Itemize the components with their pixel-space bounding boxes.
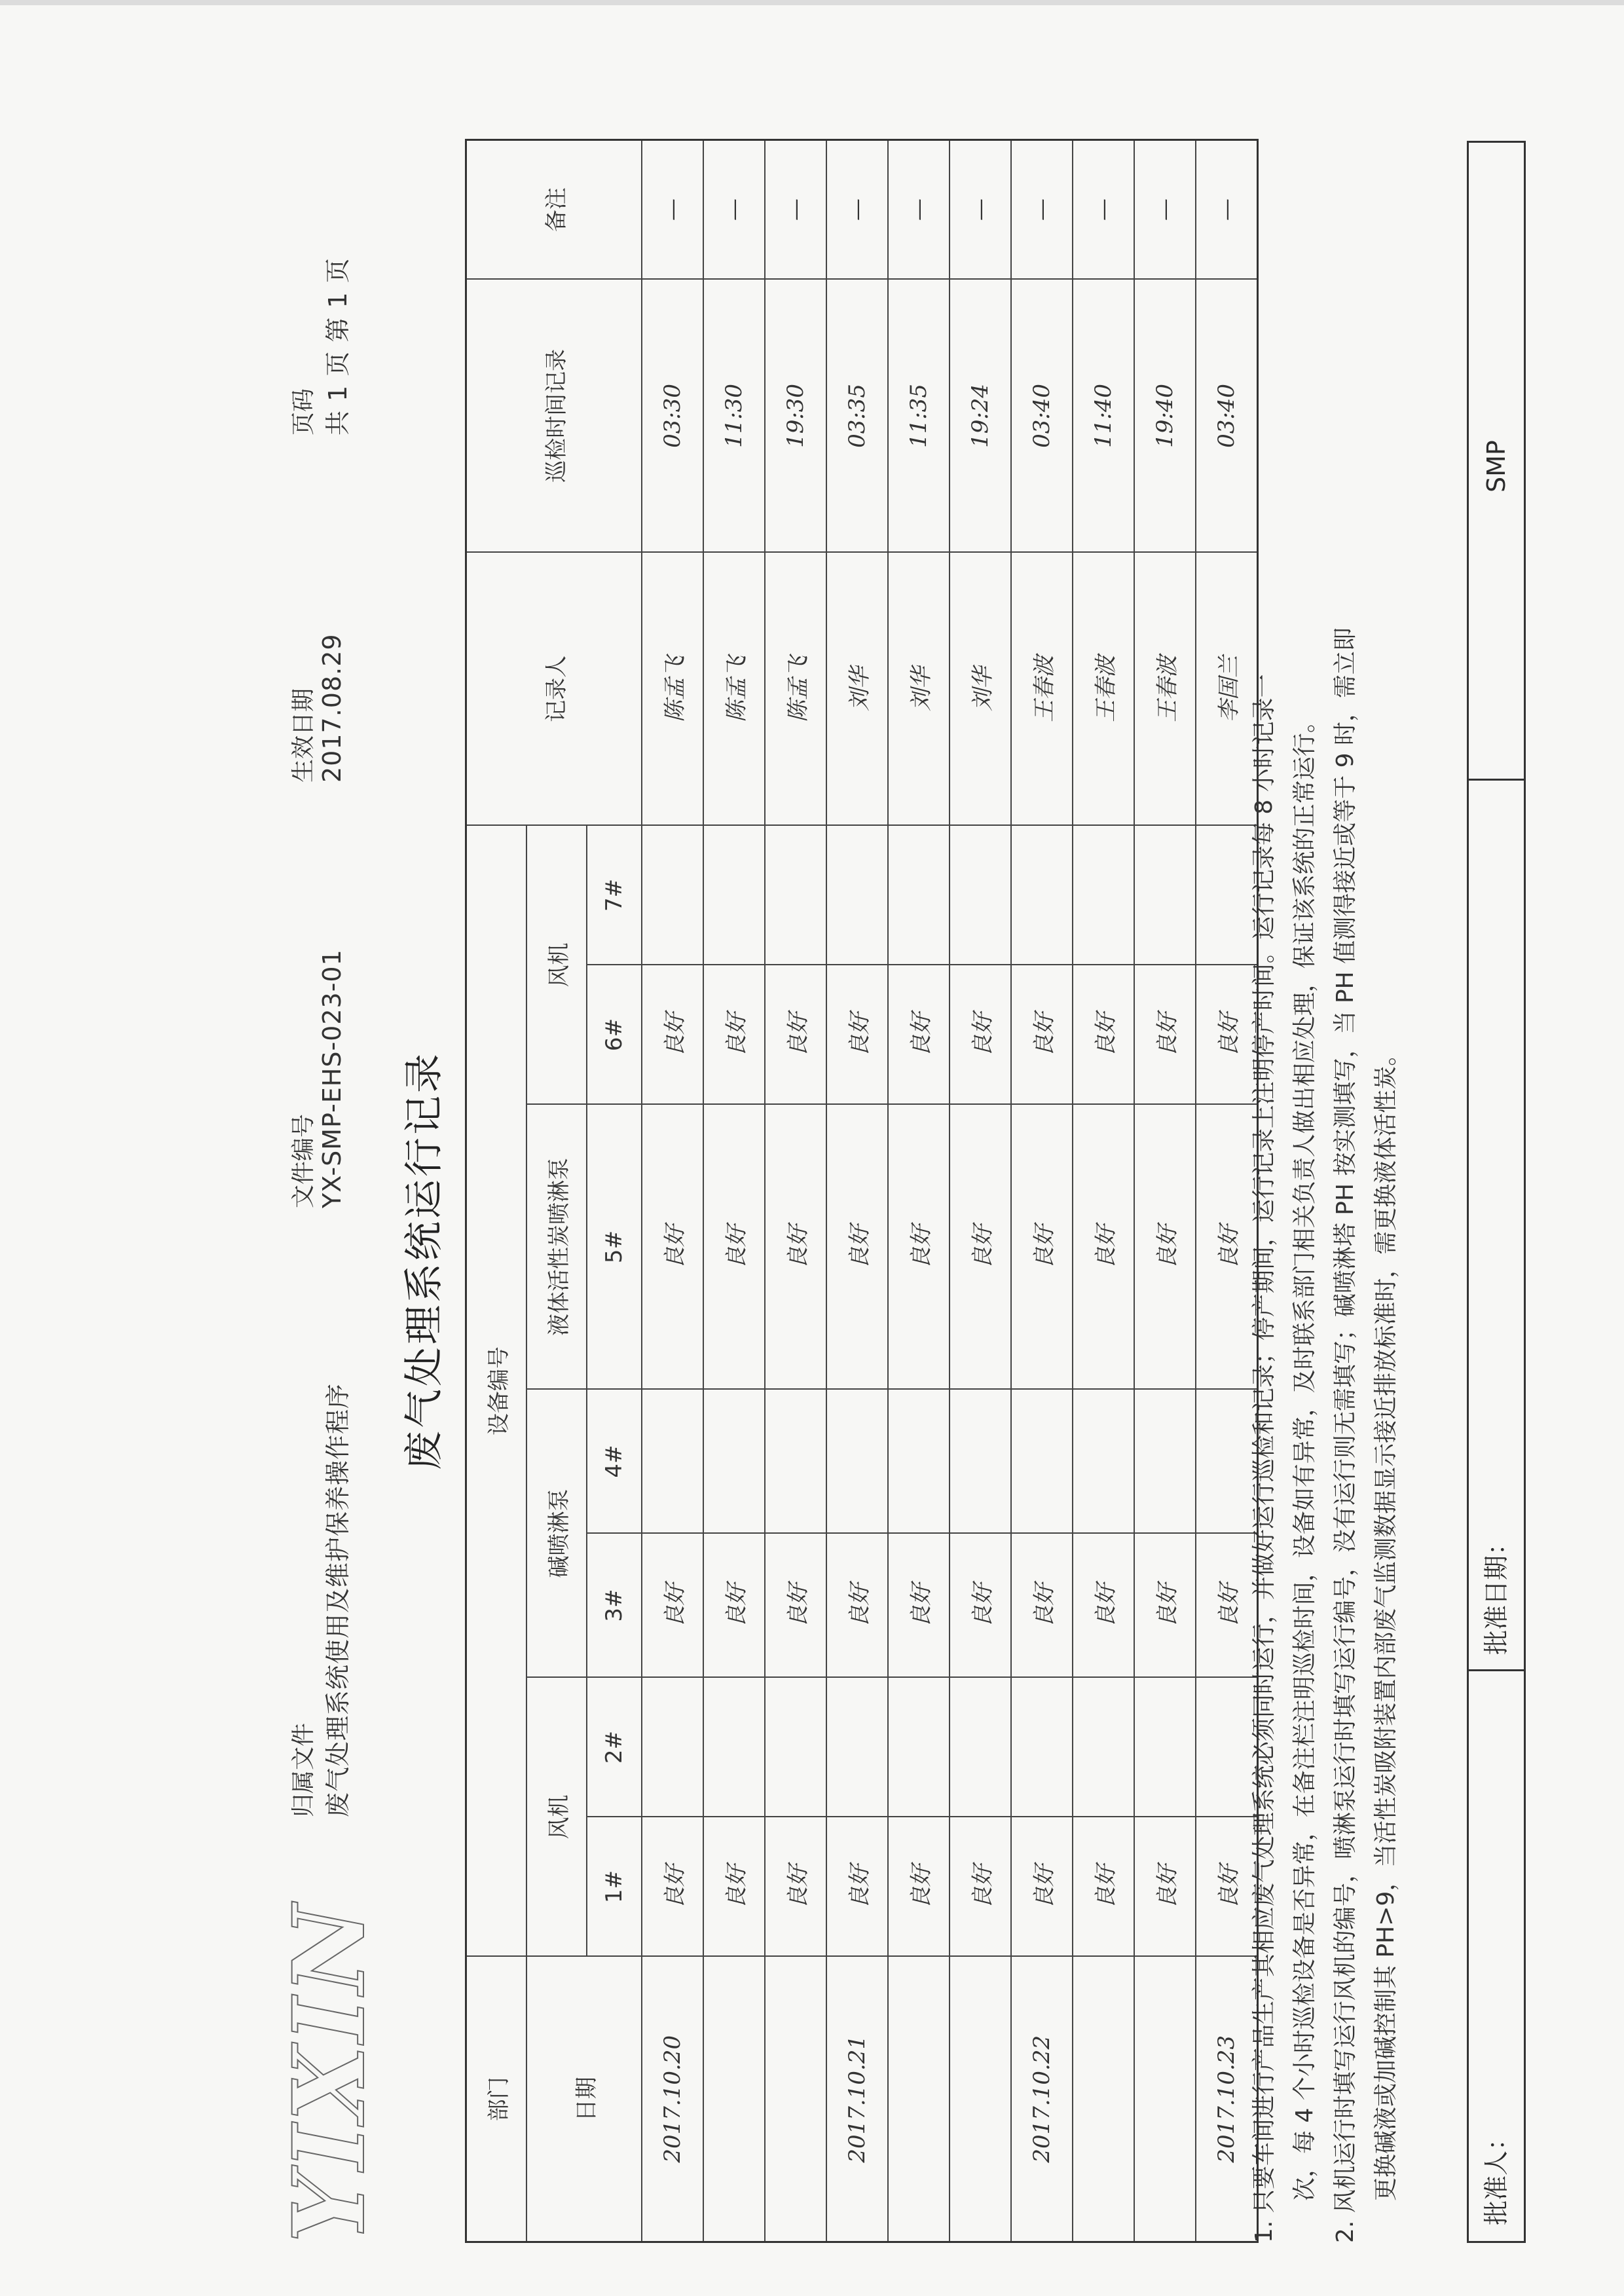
cell-fan-7 (826, 825, 888, 965)
cell-remark: — (703, 139, 765, 279)
approve-date-label: 批准日期： (1482, 1530, 1511, 1655)
dept-header: 部门 (466, 1957, 527, 2242)
cell-pump-4 (888, 1390, 950, 1534)
cell-recorder: 李国兰 (1196, 552, 1258, 825)
owner-doc-label: 归属文件 (290, 1722, 317, 1817)
page-value: 共 1 页 第 1 页 (323, 257, 352, 435)
cell-date (1073, 1957, 1134, 2242)
cell-pump-5: 良好 (765, 1105, 826, 1390)
cell-remark: — (1011, 139, 1073, 279)
cell-inspect-time: 03:30 (642, 279, 703, 552)
company-logo: YIXIN (272, 1902, 387, 2243)
cell-fan-2 (826, 1678, 888, 1817)
cell-inspect-time: 11:30 (703, 279, 765, 552)
table-row (765, 139, 826, 2242)
col-header-3: 3# (587, 1534, 642, 1678)
cell-fan-2 (1134, 1678, 1196, 1817)
cell-pump-3: 良好 (1011, 1534, 1073, 1678)
cell-fan-6: 良好 (1134, 965, 1196, 1105)
cell-date: 2017.10.20 (642, 1957, 703, 2242)
notes-section (1244, 108, 1407, 2243)
cell-fan-1: 良好 (765, 1817, 826, 1957)
table-row (826, 139, 888, 2242)
table-row (888, 139, 950, 2242)
remark-header: 备注 (466, 139, 642, 279)
note-1-text-b: 次，每 4 个小时巡检设备是否异常，在备注栏注明巡检时间，设备如有异常，及时联系部门相关负责人做出相应处理，保证该系统的正常运行。 (1291, 709, 1318, 2201)
cell-fan-7 (950, 825, 1011, 965)
fan-group-header: 风机 (526, 1678, 587, 1957)
note-1-line-1 (1244, 108, 1285, 2243)
cell-pump-3: 良好 (1073, 1534, 1134, 1678)
table-row (642, 139, 703, 2242)
cell-fan-6: 良好 (1073, 965, 1134, 1105)
cell-inspect-time: 19:30 (765, 279, 826, 552)
cell-remark: — (826, 139, 888, 279)
cell-fan-1: 良好 (950, 1817, 1011, 1957)
cell-recorder: 刘华 (888, 552, 950, 825)
note-1-number: 1. (1251, 2220, 1278, 2243)
cell-inspect-time: 03:35 (826, 279, 888, 552)
cell-date (1134, 1957, 1196, 2242)
record-sheet (157, 56, 1572, 2243)
cell-pump-3: 良好 (888, 1534, 950, 1678)
cell-recorder: 王春波 (1134, 552, 1196, 825)
cell-pump-4 (1073, 1390, 1134, 1534)
cell-inspect-time: 03:40 (1196, 279, 1258, 552)
table-row (703, 139, 765, 2242)
device-number-header: 设备编号 (466, 825, 527, 1956)
effective-date-value: 2017.08.29 (318, 633, 346, 783)
date-header: 日期 (526, 1957, 642, 2242)
cell-fan-1: 良好 (1011, 1817, 1073, 1957)
cell-remark: — (888, 139, 950, 279)
signoff-divider-2 (1469, 779, 1524, 781)
cell-pump-4 (703, 1390, 765, 1534)
cell-fan-1: 良好 (703, 1817, 765, 1957)
fan2-group-header: 风机 (526, 825, 587, 1104)
cell-recorder: 王春波 (1073, 552, 1134, 825)
cell-pump-4 (950, 1390, 1011, 1534)
table-row (1011, 139, 1073, 2242)
cell-remark: — (950, 139, 1011, 279)
cell-inspect-time: 19:24 (950, 279, 1011, 552)
owner-doc-value: 废气处理系统使用及维护保养操作程序 (323, 1382, 352, 1817)
page-title: 废气处理系统运行记录 (401, 1051, 447, 1470)
cell-fan-6: 良好 (826, 965, 888, 1105)
cell-pump-5: 良好 (1073, 1105, 1134, 1390)
cell-pump-5: 良好 (703, 1105, 765, 1390)
cell-date: 2017.10.22 (1011, 1957, 1073, 2242)
cell-date (888, 1957, 950, 2242)
cell-fan-1: 良好 (1134, 1817, 1196, 1957)
effective-date-label: 生效日期 (290, 688, 317, 783)
cell-fan-2 (1011, 1678, 1073, 1817)
approver-label: 批准人： (1482, 2125, 1511, 2225)
note-2-line-1 (1325, 108, 1366, 2243)
cell-fan-6: 良好 (1196, 965, 1258, 1105)
cell-fan-1: 良好 (1196, 1817, 1258, 1957)
cell-pump-3: 良好 (765, 1534, 826, 1678)
inspect-time-header: 巡检时间记录 (466, 279, 642, 552)
page-label: 页码 (290, 388, 317, 435)
cell-remark: — (1073, 139, 1134, 279)
operation-record-table (465, 139, 1259, 2243)
cell-fan-7 (1134, 825, 1196, 965)
cell-pump-3: 良好 (826, 1534, 888, 1678)
cell-fan-6: 良好 (1011, 965, 1073, 1105)
cell-pump-5: 良好 (1196, 1105, 1258, 1390)
cell-fan-6: 良好 (703, 965, 765, 1105)
cell-remark: — (765, 139, 826, 279)
cell-date (950, 1957, 1011, 2242)
cell-fan-1: 良好 (1073, 1817, 1134, 1957)
cell-pump-5: 良好 (1011, 1105, 1073, 1390)
cell-date (765, 1957, 826, 2242)
cell-pump-5: 良好 (826, 1105, 888, 1390)
cell-pump-5: 良好 (642, 1105, 703, 1390)
cell-inspect-time: 03:40 (1011, 279, 1073, 552)
carbon-pump-header: 液体活性炭喷淋泵 (526, 1105, 587, 1390)
cell-date: 2017.10.23 (1196, 1957, 1258, 2242)
cell-fan-6: 良好 (765, 965, 826, 1105)
cell-fan-7 (765, 825, 826, 965)
note-2-text-b: 更换碱液或加碱控制其 PH>9，当活性炭吸附装置内部废气监测数据显示接近排放标准时，需更换液体活性炭。 (1373, 1042, 1399, 2201)
signoff-divider-1 (1469, 1669, 1524, 1671)
cell-pump-5: 良好 (1134, 1105, 1196, 1390)
col-header-1: 1# (587, 1817, 642, 1957)
cell-fan-7 (888, 825, 950, 965)
col-header-7: 7# (587, 825, 642, 965)
cell-date (703, 1957, 765, 2242)
cell-pump-4 (1011, 1390, 1073, 1534)
cell-fan-6: 良好 (642, 965, 703, 1105)
footer-code: SMP (1482, 440, 1511, 492)
col-header-2: 2# (587, 1678, 642, 1817)
scan-edge (0, 0, 1624, 5)
col-header-5: 5# (587, 1105, 642, 1390)
cell-fan-2 (765, 1678, 826, 1817)
col-header-4: 4# (587, 1390, 642, 1534)
cell-remark: — (1134, 139, 1196, 279)
cell-recorder: 王春波 (1011, 552, 1073, 825)
signoff-bar (1467, 141, 1526, 2243)
cell-fan-7 (642, 825, 703, 965)
cell-pump-3: 良好 (950, 1534, 1011, 1678)
cell-recorder: 陈孟飞 (765, 552, 826, 825)
table-row (950, 139, 1011, 2242)
note-2-text-a: 风机运行时填写运行风机的编号，喷淋泵运行时填写运行编号，没有运行则无需填写；碱喷淋塔 PH 按实测填写，当 PH 值测得接近或等于 9 时，需立即 (1332, 627, 1359, 2213)
cell-fan-2 (703, 1678, 765, 1817)
cell-pump-4 (826, 1390, 888, 1534)
cell-pump-5: 良好 (888, 1105, 950, 1390)
cell-recorder: 陈孟飞 (703, 552, 765, 825)
cell-remark: — (1196, 139, 1258, 279)
cell-fan-1: 良好 (826, 1817, 888, 1957)
cell-pump-4 (1134, 1390, 1196, 1534)
cell-fan-1: 良好 (888, 1817, 950, 1957)
cell-recorder: 陈孟飞 (642, 552, 703, 825)
table-row (1134, 139, 1196, 2242)
doc-number-value: YX-SMP-EHS-023-01 (318, 949, 346, 1208)
cell-fan-7 (703, 825, 765, 965)
note-2-number: 2. (1332, 2220, 1359, 2243)
cell-inspect-time: 11:40 (1073, 279, 1134, 552)
cell-fan-2 (888, 1678, 950, 1817)
cell-fan-7 (1073, 825, 1134, 965)
cell-pump-4 (642, 1390, 703, 1534)
doc-number-label: 文件编号 (290, 1113, 317, 1208)
cell-pump-5: 良好 (950, 1105, 1011, 1390)
cell-fan-6: 良好 (888, 965, 950, 1105)
cell-date: 2017.10.21 (826, 1957, 888, 2242)
col-header-6: 6# (587, 965, 642, 1105)
cell-pump-3: 良好 (642, 1534, 703, 1678)
cell-inspect-time: 11:35 (888, 279, 950, 552)
cell-recorder: 刘华 (950, 552, 1011, 825)
cell-recorder: 刘华 (826, 552, 888, 825)
cell-inspect-time: 19:40 (1134, 279, 1196, 552)
recorder-header: 记录人 (466, 552, 642, 825)
cell-fan-2 (642, 1678, 703, 1817)
table-row (1073, 139, 1134, 2242)
cell-fan-6: 良好 (950, 965, 1011, 1105)
cell-pump-3: 良好 (1196, 1534, 1258, 1678)
cell-fan-7 (1011, 825, 1073, 965)
alkali-pump-header: 碱喷淋泵 (526, 1390, 587, 1678)
cell-pump-3: 良好 (1134, 1534, 1196, 1678)
cell-fan-2 (1073, 1678, 1134, 1817)
cell-pump-3: 良好 (703, 1534, 765, 1678)
cell-fan-2 (950, 1678, 1011, 1817)
note-1-text-a: 只要车间进行产品生产其相应废气处理系统必须同时运行，并做好运行巡检和记录；停产期间，运行记录上注明停产时间。运行记录每 8 小时记录一 (1251, 674, 1278, 2213)
cell-remark: — (642, 139, 703, 279)
cell-pump-4 (765, 1390, 826, 1534)
cell-fan-1: 良好 (642, 1817, 703, 1957)
